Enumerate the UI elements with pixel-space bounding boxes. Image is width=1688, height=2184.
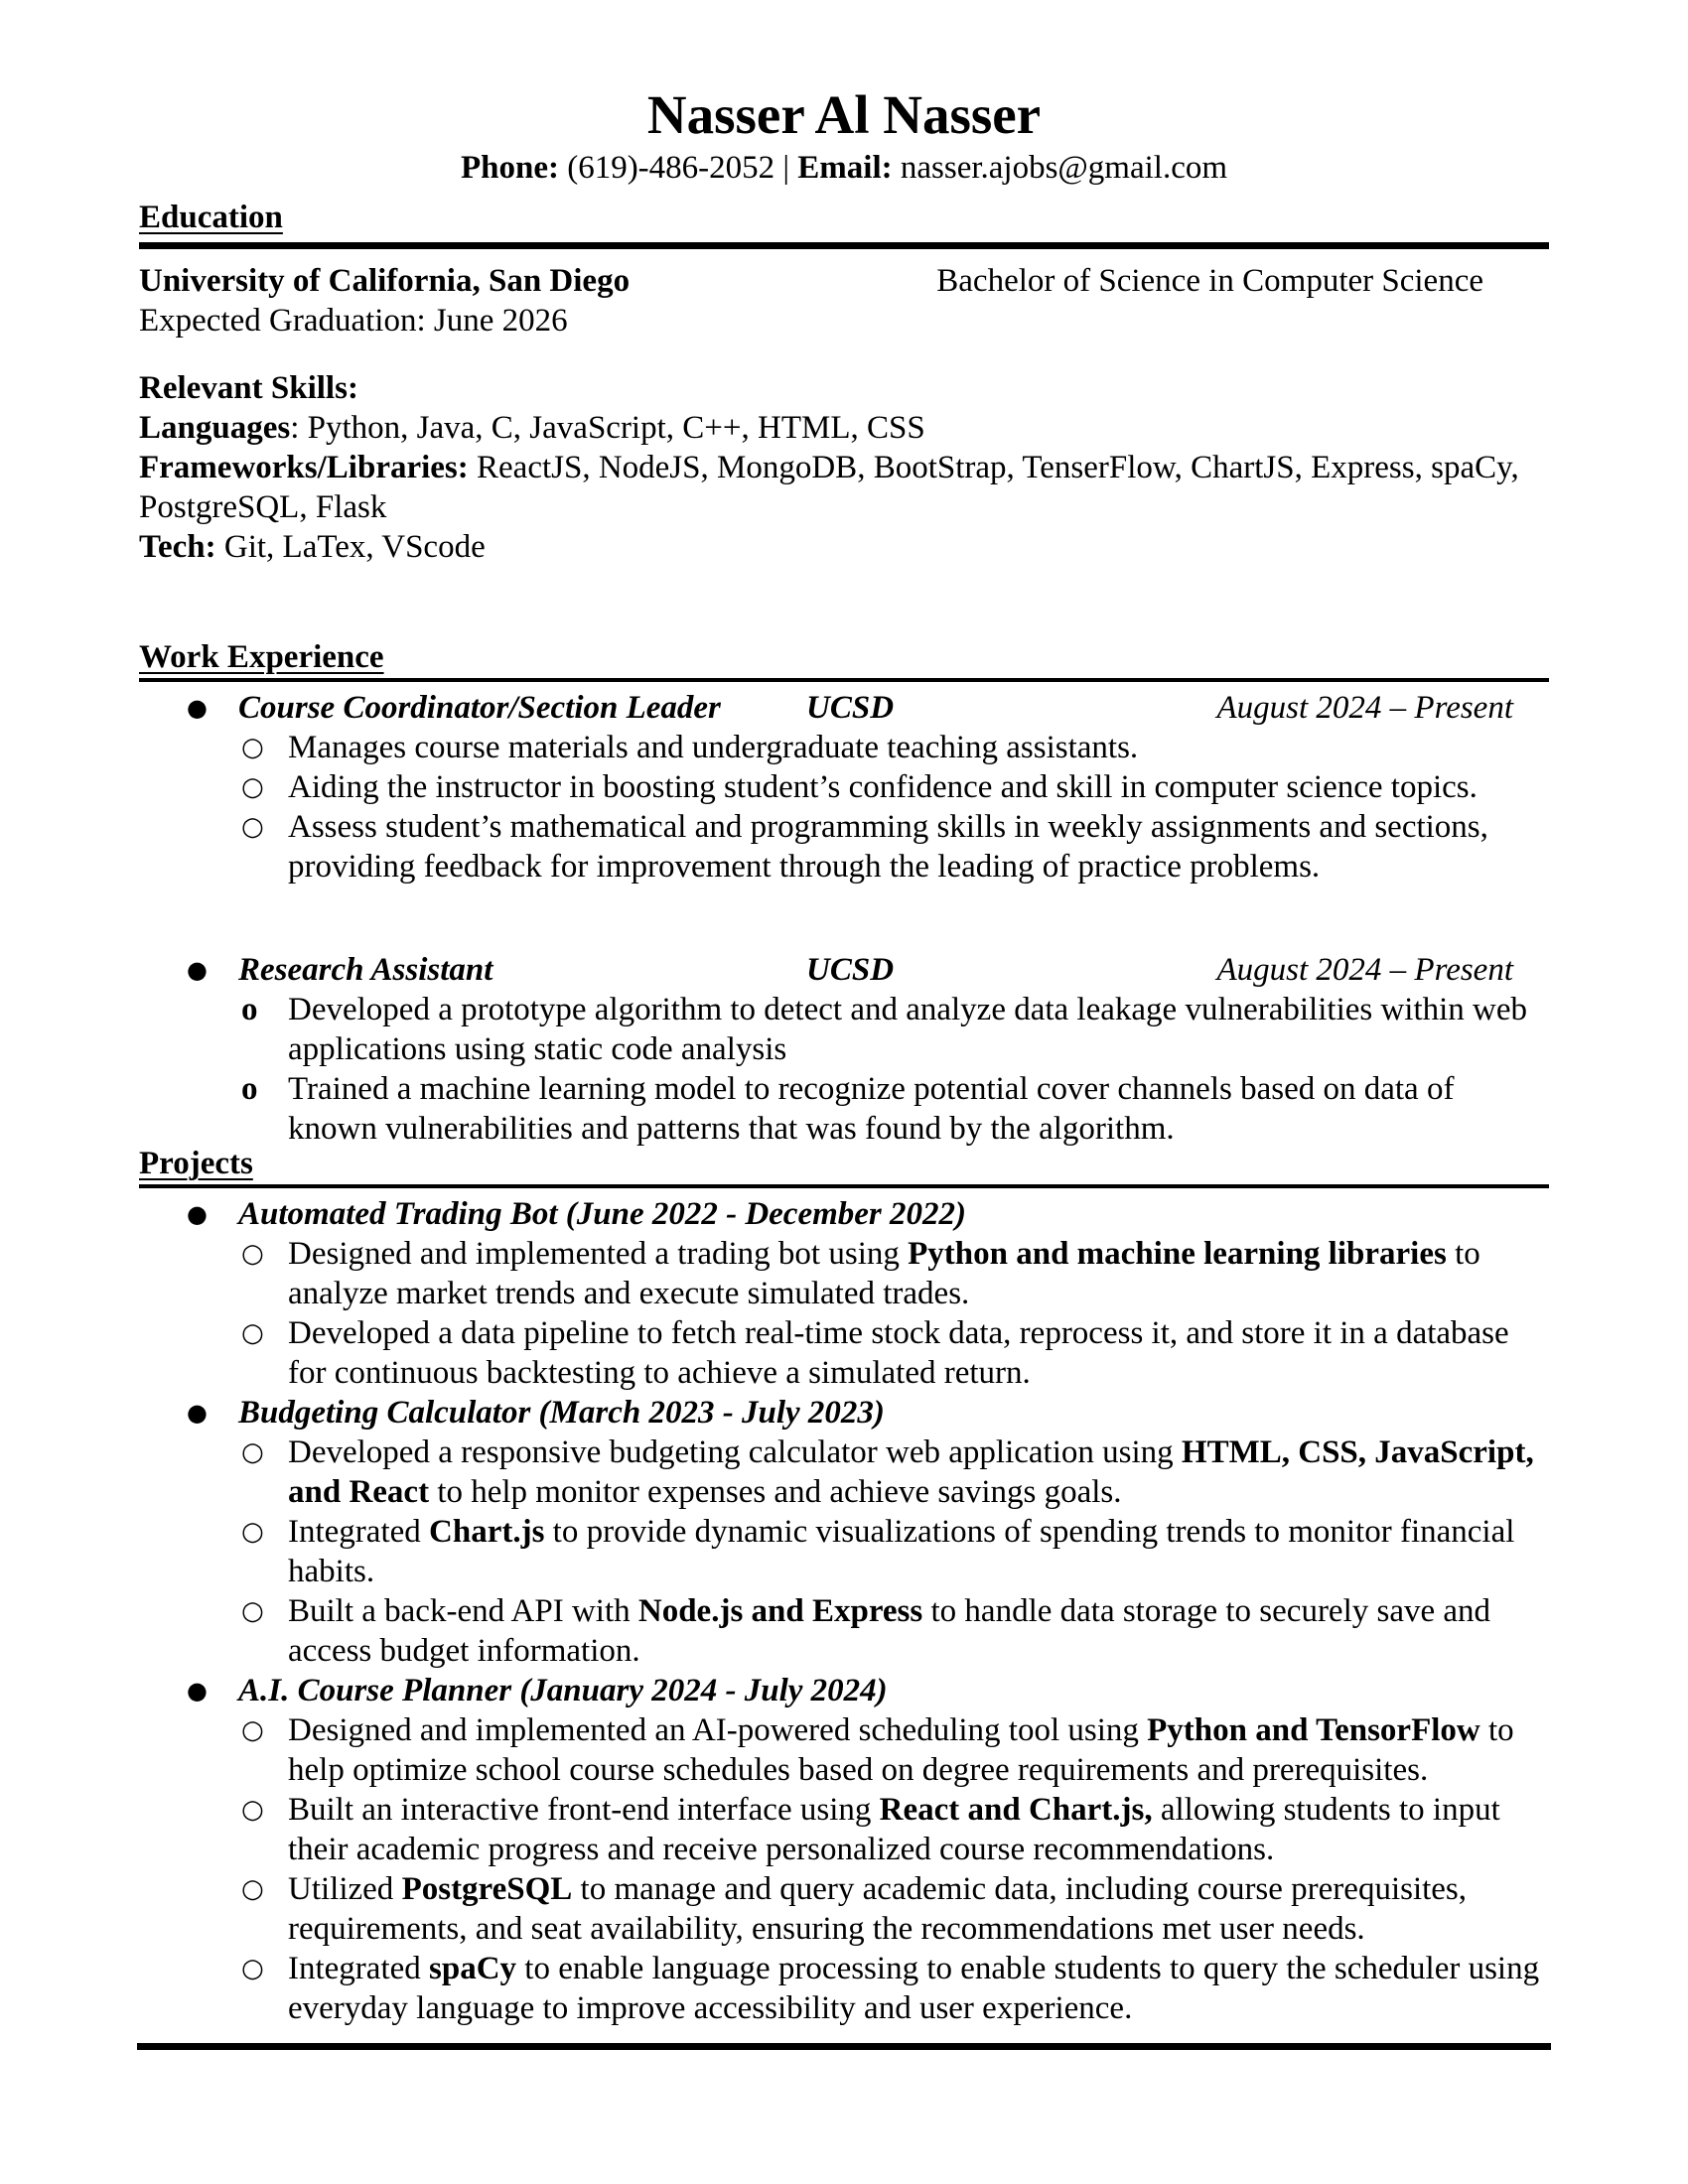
- section-heading-work-experience: [139, 636, 1549, 682]
- bullet-text: Built an interactive front-end interface using: [288, 1792, 880, 1828]
- bullet-text: to enable language processing to enable students to query the scheduler using everyday language to improve accessibility and user experience.: [288, 1951, 1540, 2026]
- bullet-text: Trained a machine learning model to recognize potential cover channels based on data of known vulnerabilities and patterns that was found by the algorithm.: [288, 1071, 1455, 1147]
- bullet-text: Integrated: [288, 1951, 430, 1986]
- contact-line: [139, 145, 1549, 191]
- job-bullet-list: [238, 990, 1549, 1149]
- bullet-text: Built a back-end API with: [288, 1593, 638, 1629]
- job-bullet-list: [238, 728, 1549, 887]
- projects-list: [139, 1194, 1549, 2028]
- skills-row-tech: [139, 527, 1549, 567]
- job-dates: August 2024 – Present: [1216, 952, 1513, 988]
- email-label: Email:: [797, 150, 893, 186]
- skills-value-tech: Git, LaTex, VScode: [215, 529, 486, 565]
- skills-value-languages: : Python, Java, C, JavaScript, C++, HTML, CSS: [290, 410, 925, 446]
- email-value: nasser.ajobs@gmail.com: [892, 150, 1228, 186]
- job-header: [238, 950, 1549, 990]
- bullet-text: to help optimize school course schedules based on degree requirements and prerequisites.: [288, 1712, 1514, 1788]
- project-bullet-list: [238, 1234, 1549, 1393]
- bullet-bold-text: spaCy: [429, 1951, 517, 1986]
- skills-value-frameworks: ReactJS, NodeJS, MongoDB, BootStrap, TenserFlow, ChartJS, Express, spaCy, PostgreSQL, Flask: [139, 450, 1519, 525]
- job-title: ● Course Coordinator/Section Leader: [238, 690, 721, 726]
- project-title: ● Budgeting Calculator (March 2023 - July 2023): [238, 1395, 885, 1431]
- bullet-text: Integrated: [288, 1514, 430, 1550]
- skills-label-languages: Languages: [139, 410, 291, 446]
- job-bullet: [238, 728, 1549, 767]
- graduation-date: Expected Graduation: June 2026: [139, 303, 568, 339]
- project-bullet-list: [238, 1433, 1549, 1671]
- skills-row-languages: [139, 408, 1549, 448]
- project-bullet: [238, 1710, 1549, 1790]
- bullet-text: to provide dynamic visualizations of spending trends to monitor financial habits.: [288, 1514, 1515, 1589]
- bullet-text: Designed and implemented a trading bot using: [288, 1236, 909, 1272]
- bullet-text: to handle data storage to securely save and access budget information.: [288, 1593, 1491, 1669]
- job-research-assistant: [139, 950, 1549, 1149]
- section-heading-projects: [139, 1143, 1549, 1188]
- job-org: UCSD: [806, 690, 895, 726]
- section-heading-education: [139, 197, 1549, 249]
- bullet-bold-text: Python and TensorFlow: [1147, 1712, 1480, 1748]
- job-dates: August 2024 – Present: [1216, 690, 1513, 726]
- bullet-bold-text: HTML, CSS, JavaScript, and React: [288, 1434, 1534, 1510]
- bullet-text: Developed a prototype algorithm to detect and analyze data leakage vulnerabilities within web applications using static code analysis: [288, 992, 1528, 1067]
- job-course-coordinator: [139, 688, 1549, 887]
- project-trading-bot: [139, 1194, 1549, 1393]
- project-bullet: [238, 1313, 1549, 1393]
- project-bullet-list: [238, 1710, 1549, 2028]
- bullet-bold-text: Node.js and Express: [637, 1593, 923, 1629]
- job-bullet: [238, 767, 1549, 807]
- project-title: ● Automated Trading Bot (June 2022 - December 2022): [238, 1196, 966, 1232]
- university-name: University of California, San Diego: [139, 263, 631, 299]
- skills-block: [139, 368, 1549, 567]
- bullet-text: allowing students to input their academic progress and receive personalized course recommendations.: [288, 1792, 1500, 1867]
- page-title: Nasser Al Nasser: [646, 84, 1042, 145]
- bullet-text: Developed a data pipeline to fetch real-time stock data, reprocess it, and store it in a database for continuous backtesting to achieve a simulated return.: [288, 1315, 1509, 1391]
- phone-label: Phone:: [460, 150, 559, 186]
- skills-label-frameworks: Frameworks/Libraries:: [139, 450, 469, 485]
- bullet-bold-text: Python and machine learning libraries: [908, 1236, 1447, 1272]
- phone-value: (619)-486-2052 |: [558, 150, 798, 186]
- project-title: ● A.I. Course Planner (January 2024 - July 2024): [238, 1673, 888, 1708]
- project-bullet: [238, 1234, 1549, 1313]
- bullet-text: Developed a responsive budgeting calculator web application using: [288, 1434, 1182, 1470]
- project-bullet: [238, 1512, 1549, 1591]
- project-bullet: [238, 1869, 1549, 1949]
- job-bullet: [238, 990, 1549, 1069]
- bullet-text: to manage and query academic data, including course prerequisites, requirements, and seat availability, ensuring the recommendations met user needs.: [288, 1871, 1468, 1947]
- skills-row-frameworks: [139, 448, 1549, 527]
- education-row: [139, 261, 1549, 301]
- project-bullet: [238, 1433, 1549, 1512]
- job-org: UCSD: [806, 952, 895, 988]
- bullet-bold-text: PostgreSQL: [401, 1871, 573, 1907]
- bullet-text: Aiding the instructor in boosting student’s confidence and skill in computer science topics.: [288, 769, 1477, 805]
- project-bullet: [238, 1949, 1549, 2028]
- bullet-text: to help monitor expenses and achieve savings goals.: [429, 1474, 1122, 1510]
- bullet-bold-text: Chart.js: [429, 1514, 545, 1550]
- education-heading-text: Education: [139, 200, 283, 235]
- footer-rule: [137, 2043, 1551, 2050]
- bullet-text: Utilized: [288, 1871, 402, 1907]
- job-bullet: [238, 1069, 1549, 1149]
- degree-name: Bachelor of Science in Computer Science: [936, 263, 1483, 299]
- projects-heading-text: Projects: [139, 1146, 253, 1181]
- job-title: ● Research Assistant: [238, 952, 493, 988]
- bullet-text: Designed and implemented an AI-powered scheduling tool using: [288, 1712, 1148, 1748]
- job-bullet: [238, 807, 1549, 887]
- project-bullet: [238, 1591, 1549, 1671]
- project-bullet: [238, 1790, 1549, 1869]
- bullet-text: to analyze market trends and execute simulated trades.: [288, 1236, 1480, 1311]
- project-ai-course-planner: [139, 1671, 1549, 2028]
- bullet-bold-text: React and Chart.js,: [879, 1792, 1153, 1828]
- work-heading-text: Work Experience: [139, 639, 384, 675]
- skills-label-tech: Tech:: [139, 529, 216, 565]
- bullet-text: Manages course materials and undergraduate teaching assistants.: [288, 730, 1139, 765]
- project-budgeting-calculator: [139, 1393, 1549, 1671]
- work-experience-list: [139, 688, 1549, 1149]
- skills-heading: Relevant Skills:: [139, 370, 358, 406]
- bullet-text: Assess student’s mathematical and programming skills in weekly assignments and sections, providing feedback for improvement through the leading of practice problems.: [288, 809, 1488, 885]
- job-header: [238, 688, 1549, 728]
